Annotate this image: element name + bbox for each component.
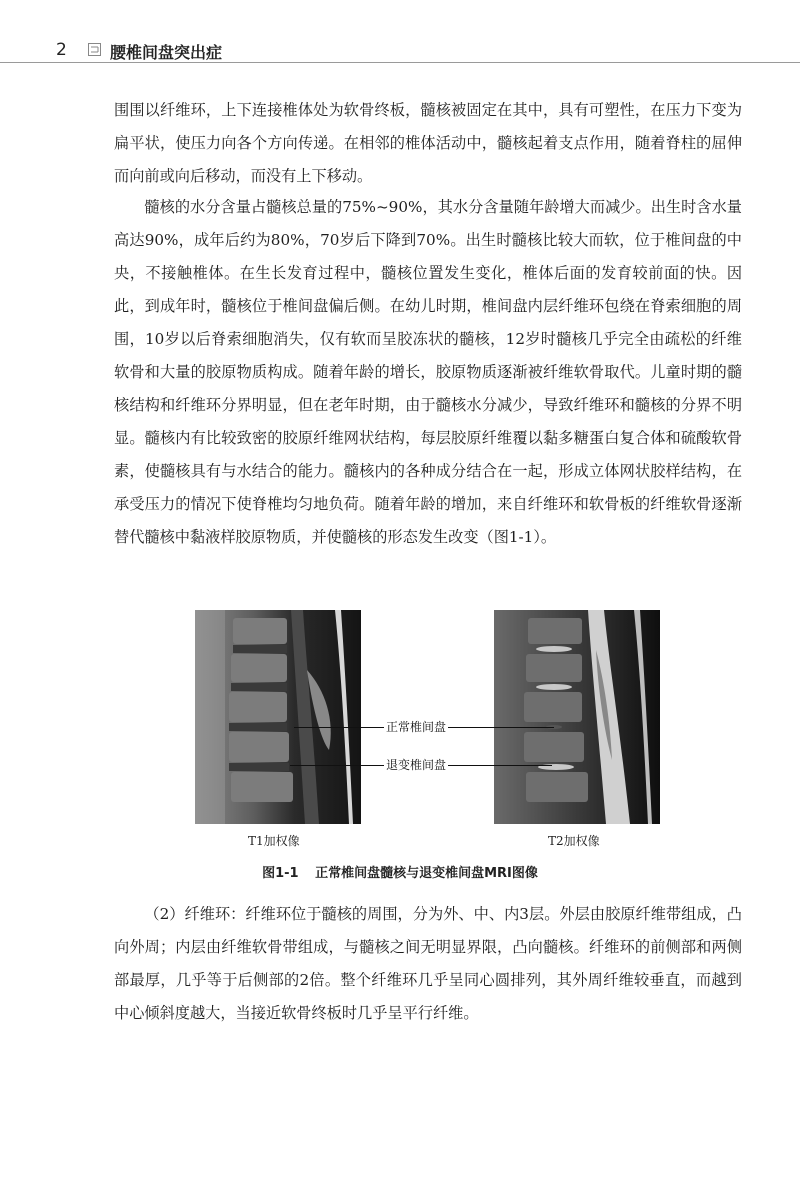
mri-t1-image: [195, 610, 361, 824]
caption-t2: T2加权像: [548, 834, 600, 848]
header-square-icon: [88, 43, 101, 56]
paragraph-1-text: 围围以纤维环，上下连接椎体处为软骨终板，髓核被固定在其中，具有可塑性，在压力下变为扁平状，使压力向各个方向传递。在相邻的椎体活动中，髓核起着支点作用，随着脊柱的屈伸而向前或向后移动，而没有上下移动。: [114, 101, 742, 185]
figure-caption: [0, 862, 800, 881]
paragraph-1: [114, 94, 742, 193]
mri-t2-image: [494, 610, 660, 824]
paragraph-2: [114, 191, 742, 554]
page-number: 2: [56, 40, 67, 60]
figure-caption-title: 正常椎间盘髓核与退变椎间盘MRI图像: [315, 866, 538, 881]
page-header: [0, 36, 800, 66]
label-degenerated-disc: 退变椎间盘: [386, 758, 447, 772]
paragraph-3-text: （2）纤维环：纤维环位于髓核的周围，分为外、中、内3层。外层由胶原纤维带组成，凸向外周；内层由纤维软骨带组成，与髓核之间无明显界限，凸向髓核。纤维环的前侧部和两侧部最厚，几乎等于后侧部的2倍。整个纤维环几乎呈同心圆排列，其外周纤维较垂直，而越到中心倾斜度越大，当接近软骨终板时几乎呈平行纤维。: [114, 905, 742, 1022]
paragraph-3: [114, 898, 742, 1030]
caption-t1: T1加权像: [248, 834, 300, 848]
figure-caption-number: 图1-1: [262, 866, 299, 881]
figure-1-1: [190, 606, 664, 876]
label-normal-disc: 正常椎间盘: [386, 720, 447, 734]
paragraph-2-text: 髓核的水分含量占髓核总量的75%~90%，其水分含量随年龄增大而减少。出生时含水量高达90%，成年后约为80%，70岁后下降到70%。出生时髓核比较大而软，位于椎间盘的中央，不接触椎体。在生长发育过程中，髓核位置发生变化，椎体后面的发育较前面的快。因此，到成年时，髓核位于椎间盘偏后侧。在幼儿时期，椎间盘内层纤维环包绕在脊索细胞的周围，10岁以后脊索细胞消失，仅有软而呈胶冻状的髓核，12岁时髓核几乎完全由疏松的纤维软骨和大量的胶原物质构成。随着年龄的增长，胶原物质逐渐被纤维软骨取代。儿童时期的髓核结构和纤维环分界明显，但在老年时期，由于髓核水分减少，导致纤维环和髓核的分界不明显。髓核内有比较致密的胶原纤维网状结构，每层胶原纤维覆以黏多糖蛋白复合体和硫酸软骨素，使髓核具有与水结合的能力。髓核内的各种成分结合在一起，形成立体网状胶样结构，在承受压力的情况下使脊椎均匀地负荷。随着年龄的增加，来自纤维环和软骨板的纤维软骨逐渐替代髓核中黏液样胶原物质，并使髓核的形态发生改变（图1-1）。: [114, 198, 742, 546]
running-title: 腰椎间盘突出症: [110, 43, 223, 62]
header-rule: [0, 62, 800, 63]
